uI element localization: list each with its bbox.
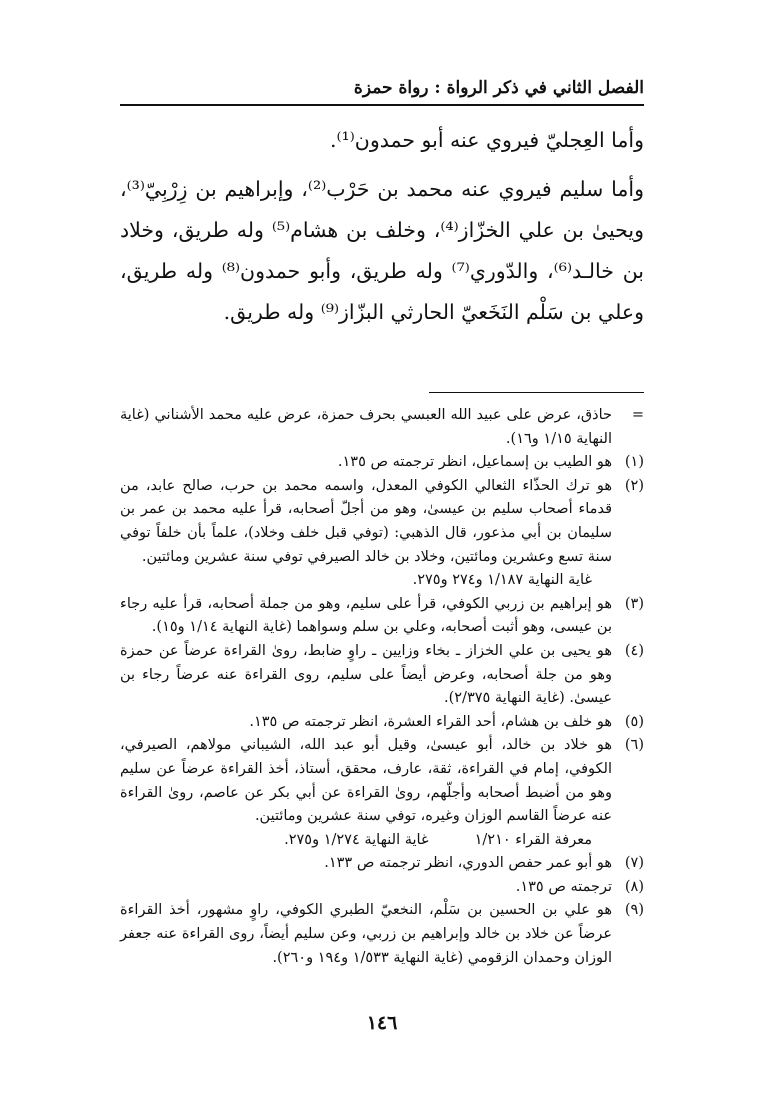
footnote-text: هو علي بن الحسين بن سَلْم، النخعيّ الطبري الكوفي، راوٍ مشهور، أخذ القراءة عرضاً عن خلاد بن خالد وإبراهيم بن زربي، وعن سليم أيضاً، روى القراءة عنه جعفر الوزان وحمدان الزقومي (غاية النهاية ١/٥٣٣ و١٩٤ و٢٦٠). [120, 902, 612, 966]
footnote-number: (٦) [624, 737, 644, 754]
footnote-number: (١) [624, 454, 644, 471]
footnote-number: (٩) [624, 902, 644, 919]
footnote-number: (٧) [624, 855, 644, 872]
footnote-6 [120, 734, 644, 852]
footnote-text: هو أبو عمر حفص الدوري، انظر ترجمته ص ١٣٣. [324, 855, 612, 872]
footnote-4 [120, 640, 644, 711]
footnote-1 [120, 451, 644, 475]
footnote-text: هو خلف بن هشام، أحد القراء العشرة، انظر ترجمته ص ١٣٥. [249, 713, 612, 730]
footnote-continuation [120, 404, 644, 451]
footnote-number: (٨) [624, 878, 644, 895]
footnote-text: هو يحيى بن علي الخزاز ـ بخاء وزايين ـ راوٍ ضابط، روىٰ القراءة عرضاً عن حمزة وهو من جلة أصحابه، وعرض أيضاً على سليم، روى القراءة عنه عرضاً رجاء بن عيسىٰ. (غاية النهاية ٢/٣٧٥). [120, 642, 612, 707]
footnote-7 [120, 852, 644, 876]
footnote-separator [429, 392, 644, 393]
main-text [120, 120, 644, 341]
footnote-number: (٢) [624, 477, 644, 494]
footnote-number: (٤) [624, 642, 644, 659]
footnote-5 [120, 711, 644, 735]
footnote-number: (٣) [624, 595, 644, 612]
footnote-3 [120, 593, 644, 640]
footnote-8 [120, 876, 644, 900]
footnote-text: هو ترك الحذّاء الثعالي الكوفي المعدل، واسمه محمد بن حرب، صالح عابد، من قدماء أصحاب سليم بن عيسىٰ، وهو من أجلّ أصحابه، قرأ عليه محمد بن عمر بن سليمان بن أبي مذعور، قال الذهبي: (توفي قبل خلف وخلاد)، علماً بأن خلفاً توفي سنة تسع وعشرين ومائتين، وخلاد بن خالد الصيرفي توفي سنة عشرين ومائتين. [120, 477, 612, 565]
footnote-text: هو الطيب بن إسماعيل، انظر ترجمته ص ١٣٥. [337, 454, 612, 471]
footnote-2 [120, 475, 644, 593]
footnote-text: ترجمته ص ١٣٥. [515, 878, 612, 895]
page-number: ١٤٦ [366, 1012, 398, 1034]
header-rule [120, 104, 644, 106]
footnote-reference: غاية النهاية ١/١٨٧ و٢٧٤ و٢٧٥. [412, 572, 592, 589]
paragraph-1: وأما العِجليّ فيروي عنه أبو حمدون⁽¹⁾. [329, 128, 644, 152]
footnote-number: (٥) [624, 713, 644, 730]
running-header: الفصل الثاني في ذكر الرواة : رواة حمزة [353, 78, 644, 98]
footnote-9 [120, 899, 644, 970]
footnote-reference: معرفة القراء ١/٢١٠ غاية النهاية ١/٢٧٤ و٢٧٥. [284, 831, 592, 848]
footnote-text: هو خلاد بن خالد، أبو عيسىٰ، وقيل أبو عبد الله، الشيباني مولاهم، الصيرفي، الكوفي، إمام في القراءة، ثقة، عارف، محقق، أستاذ، أخذ القراءة عرضاً عن سليم وهو من أضبط أصحابه وأجلّهم، روىٰ القراءة عن أبي بكر عن عاصم، روىٰ القراءة عنه عرضاً القاسم الوزان وغيره، توفي سنة عشرين ومائتين. [120, 737, 612, 825]
paragraph-2: وأما سليم فيروي عنه محمد بن حَرْب⁽²⁾، وإبراهيم بن زِرْبِيّ⁽³⁾، ويحيىٰ بن علي الخزّاز⁽⁴⁾، وخلف بن هشام⁽⁵⁾ وله طريق، وخلاد بن خالـد⁽⁶⁾، والدّوري⁽⁷⁾ وله طريق، وأبو حمدون⁽⁸⁾ وله طريق، وعلي بن سَلْم النَخَعيّ الحارثي البزّاز⁽⁹⁾ وله طريق. [120, 177, 645, 324]
footnote-number: = [631, 407, 644, 423]
footnote-text: هو إبراهيم بن زربي الكوفي، قرأ على سليم، وهو من جملة أصحابه، قرأ عليه رجاء بن عيسى، وهو أثبت أصحابه، وعلي بن سلم وسواهما (غاية النهاية ١/١٤ و١٥). [120, 595, 612, 636]
footnote-text: حاذق، عرض على عبيد الله العبسي بحرف حمزة، عرض عليه محمد الأشناني (غاية النهاية ١/١٥ و١٦). [120, 407, 612, 447]
footnotes [120, 404, 644, 970]
